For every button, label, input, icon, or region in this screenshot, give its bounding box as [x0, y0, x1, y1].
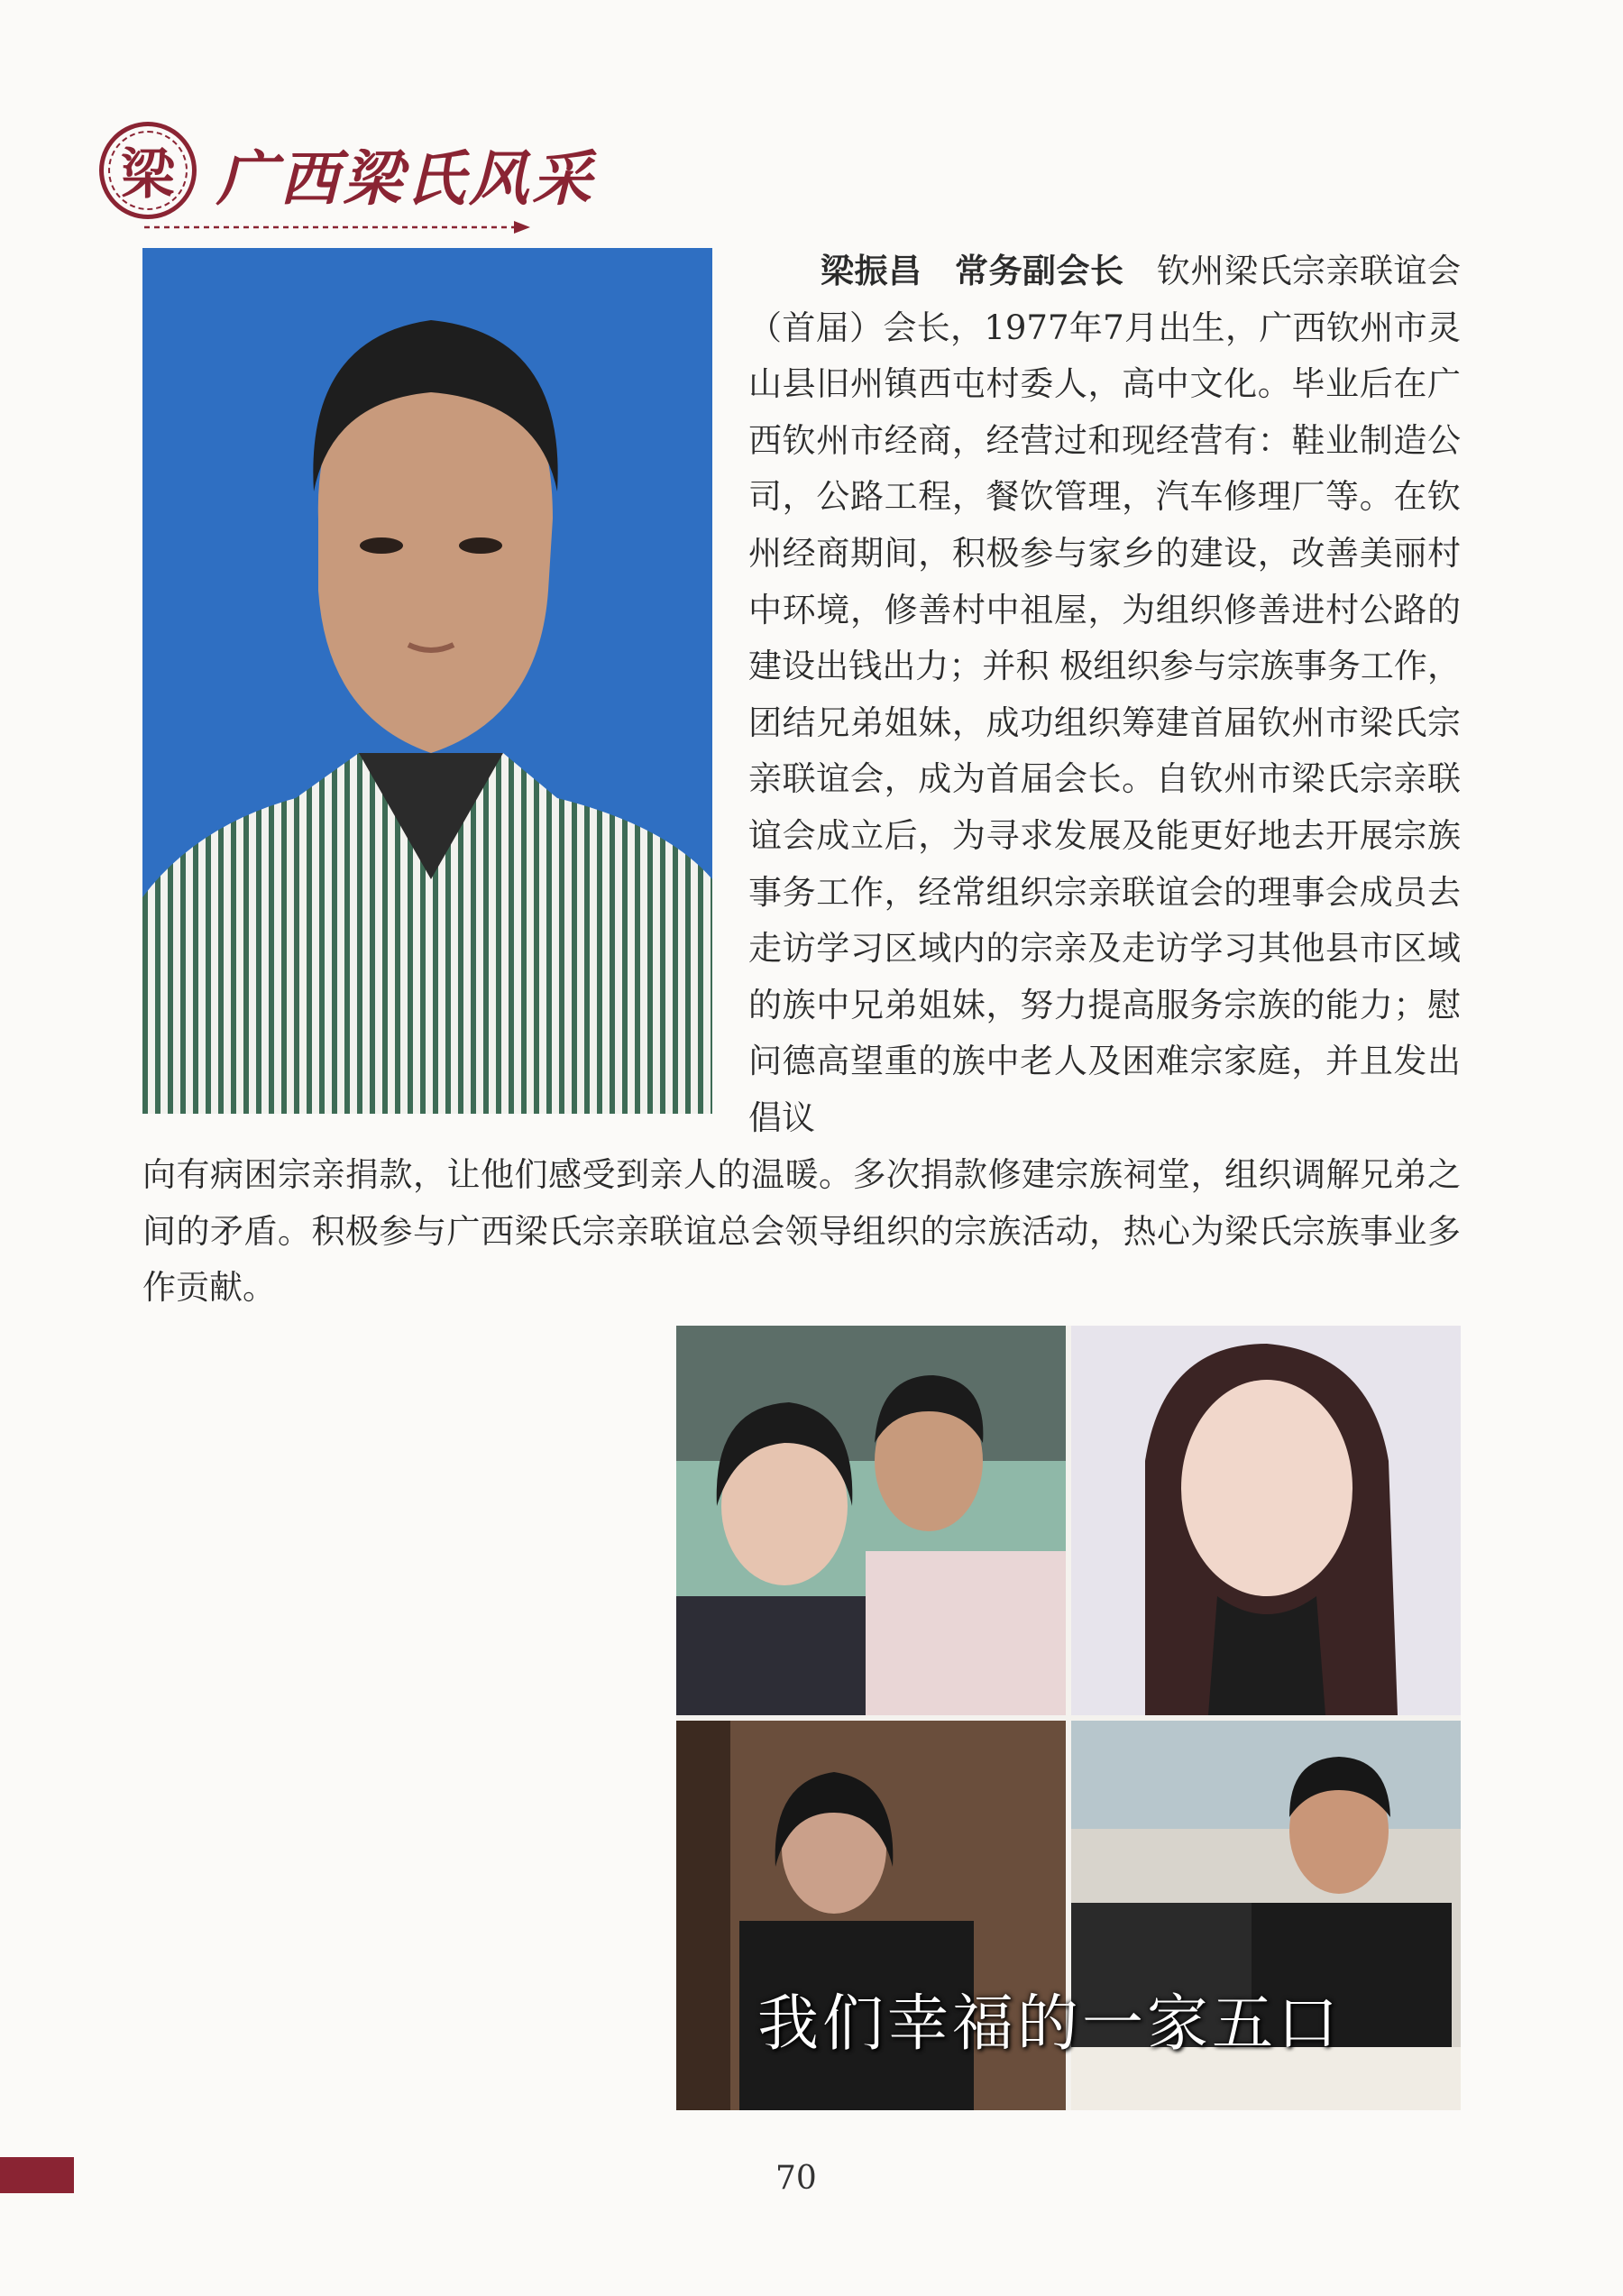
- portrait-illustration: [142, 248, 712, 1114]
- portrait-photo: [142, 248, 712, 1114]
- seal-character: 梁: [108, 131, 188, 210]
- seal-logo: [99, 122, 197, 219]
- page-number: 70: [775, 2160, 817, 2197]
- section-header: [99, 122, 595, 230]
- person-name: 梁振昌: [821, 252, 922, 290]
- section-title: 广西梁氏风采: [216, 143, 595, 214]
- dashed-arrow-icon: [144, 219, 532, 235]
- person-position: 常务副会长: [954, 252, 1124, 290]
- article-lead-paragraph: [748, 243, 1461, 1147]
- family-photo-caption: 我们幸福的一家五口: [757, 1988, 1343, 2060]
- page-edge-tab: [0, 2157, 74, 2193]
- family-photo-collage: [676, 1326, 1461, 2110]
- article-lead-text: 钦州梁氏宗亲联谊会（首届）会长，1977年7月出生，广西钦州市灵山县旧州镇西屯村委人，高中文化。毕业后在广西钦州市经商，经营过和现经营有：鞋业制造公司，公路工程，餐饮管理，汽车修理厂等。在钦州经商期间，积极参与家乡的建设，改善美丽村中环境，修善村中祖屋，为组织修善进村公路的建设出钱出力；并积 极组织参与宗族事务工作，团结兄弟姐妹，成功组织筹建首届钦州市梁氏宗亲联谊会，成为首届会长。自钦州市梁氏宗亲联谊会成立后，为寻求发展及能更好地去开展宗族事务工作，经常组织宗亲联谊会的理事会成员去走访学习区域内的宗亲及走访学习其他县市区域的族中兄弟姐妹，努力提高服务宗族的能力；慰问德高望重的族中老人及困难宗家庭，并且发出倡议: [748, 252, 1461, 1137]
- article-continuation: 向有病困宗亲捐款，让他们感受到亲人的温暖。多次捐款修建宗族祠堂，组织调解兄弟之间的矛盾。积极参与广西梁氏宗亲联谊总会领导组织的宗族活动，热心为梁氏宗族事业多作贡献。: [142, 1155, 1461, 1308]
